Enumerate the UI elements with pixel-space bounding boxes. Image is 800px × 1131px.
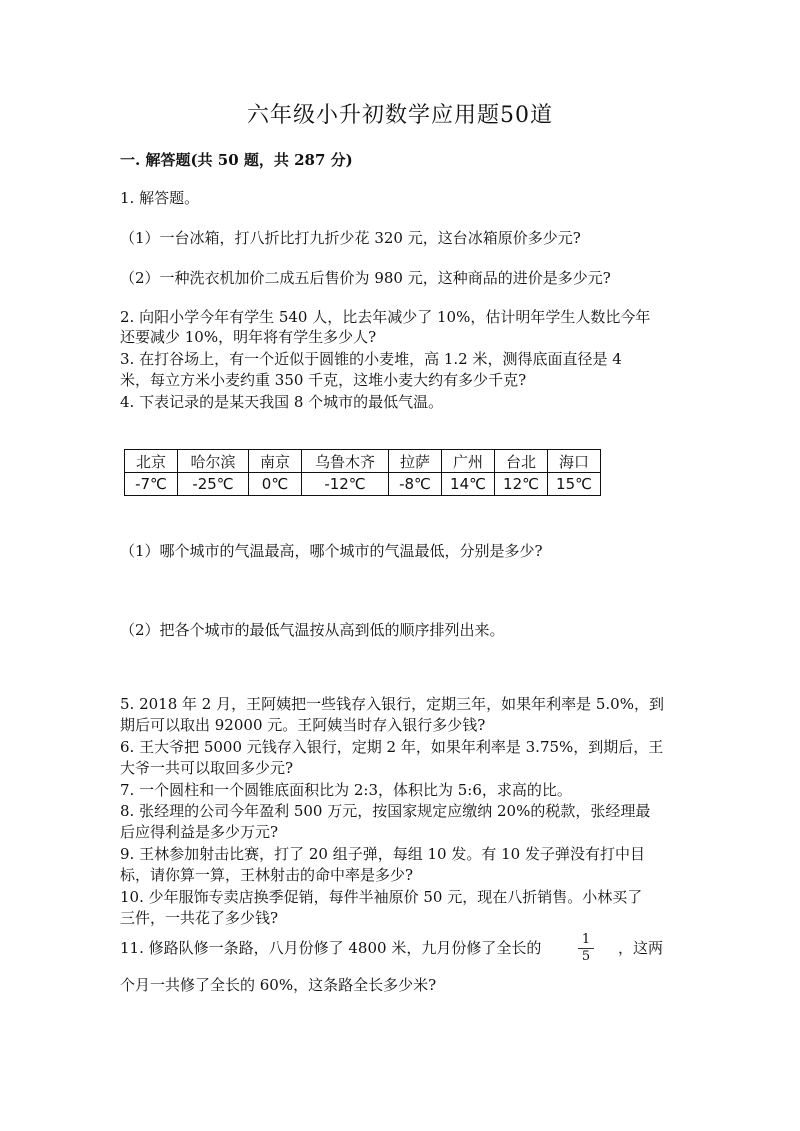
q1-sub1: （1）一台冰箱，打八折比打九折少花 320 元，这台冰箱原价多少元? — [120, 229, 581, 247]
table-row-temps — [125, 473, 601, 496]
q11-line2: 个月一共修了全长的 60%，这条路全长多少米? — [120, 976, 437, 994]
table-cell-city: 哈尔滨 — [178, 450, 249, 473]
q1-stem: 1. 解答题。 — [120, 189, 200, 207]
q4-stem: 4. 下表记录的是某天我国 8 个城市的最低气温。 — [120, 393, 444, 411]
q8-line1: 8. 张经理的公司今年盈利 500 万元，按国家规定应缴纳 20%的税款，张经理最 — [120, 802, 651, 820]
q3-line1: 3. 在打谷场上，有一个近似于圆锥的小麦堆，高 1.2 米，测得底面直径是 4 — [120, 350, 622, 368]
q3-line2: 米，每立方米小麦约重 350 千克，这堆小麦大约有多少千克? — [120, 371, 527, 389]
q5-line2: 期后可以取出 92000 元。王阿姨当时存入银行多少钱? — [120, 716, 486, 734]
section-heading: 一. 解答题(共 50 题，共 287 分) — [120, 151, 353, 169]
table-cell-city: 广州 — [442, 450, 495, 473]
page-title: 六年级小升初数学应用题50道 — [247, 103, 553, 128]
q2-line1: 2. 向阳小学今年有学生 540 人，比去年减少了 10%，估计明年学生人数比今年 — [120, 308, 651, 326]
table-cell-city: 台北 — [495, 450, 548, 473]
q9-line1: 9. 王林参加射击比赛，打了 20 组子弹，每组 10 发。有 10 发子弹没有打中目 — [120, 845, 645, 863]
temperature-table — [124, 449, 601, 496]
table-cell-temp: 0℃ — [249, 473, 302, 496]
table-cell-temp: -12℃ — [302, 473, 389, 496]
table-row-cities — [125, 450, 601, 473]
q10-line1: 10. 少年服饰专卖店换季促销，每件半袖原价 50 元，现在八折销售。小林买了 — [120, 888, 643, 906]
q4-sub2: （2）把各个城市的最低气温按从高到低的顺序排列出来。 — [120, 621, 505, 639]
q5-line1: 5. 2018 年 2 月，王阿姨把一些钱存入银行，定期三年，如果年利率是 5.0%，到 — [120, 695, 664, 713]
fraction-denominator: 5 — [581, 949, 591, 964]
q1-sub2: （2）一种洗衣机加价二成五后售价为 980 元，这种商品的进价是多少元? — [120, 269, 611, 287]
q8-line2: 后应得利益是多少万元? — [120, 823, 279, 841]
table-cell-temp: -7℃ — [125, 473, 178, 496]
q11-line1-tail: ，这两 — [618, 939, 664, 957]
q11-line1: 11. 修路队修一条路，八月份修了 4800 米，九月份修了全长的 — [120, 939, 542, 957]
table-cell-temp: 14℃ — [442, 473, 495, 496]
q6-line1: 6. 王大爷把 5000 元钱存入银行，定期 2 年，如果年利率是 3.75%，到期后，王 — [120, 738, 664, 756]
table-cell-temp: -25℃ — [178, 473, 249, 496]
q7-line1: 7. 一个圆柱和一个圆锥底面积比为 2:3，体积比为 5:6，求高的比。 — [120, 781, 572, 799]
table-cell-temp: -8℃ — [389, 473, 442, 496]
table-cell-city: 乌鲁木齐 — [302, 450, 389, 473]
table-cell-temp: 15℃ — [548, 473, 601, 496]
fraction-one-fifth — [578, 933, 594, 964]
table-cell-temp: 12℃ — [495, 473, 548, 496]
fraction-numerator: 1 — [581, 932, 591, 947]
table-cell-city: 北京 — [125, 450, 178, 473]
q9-line2: 标，请你算一算，王林射击的命中率是多少? — [120, 866, 414, 884]
q4-sub1: （1）哪个城市的气温最高，哪个城市的气温最低，分别是多少? — [120, 542, 543, 560]
q2-line2: 还要减少 10%，明年将有学生多少人? — [120, 328, 377, 346]
q10-line2: 三件，一共花了多少钱? — [120, 909, 279, 927]
table-cell-city: 南京 — [249, 450, 302, 473]
table-cell-city: 拉萨 — [389, 450, 442, 473]
table-cell-city: 海口 — [548, 450, 601, 473]
q6-line2: 大爷一共可以取回多少元? — [120, 759, 294, 777]
